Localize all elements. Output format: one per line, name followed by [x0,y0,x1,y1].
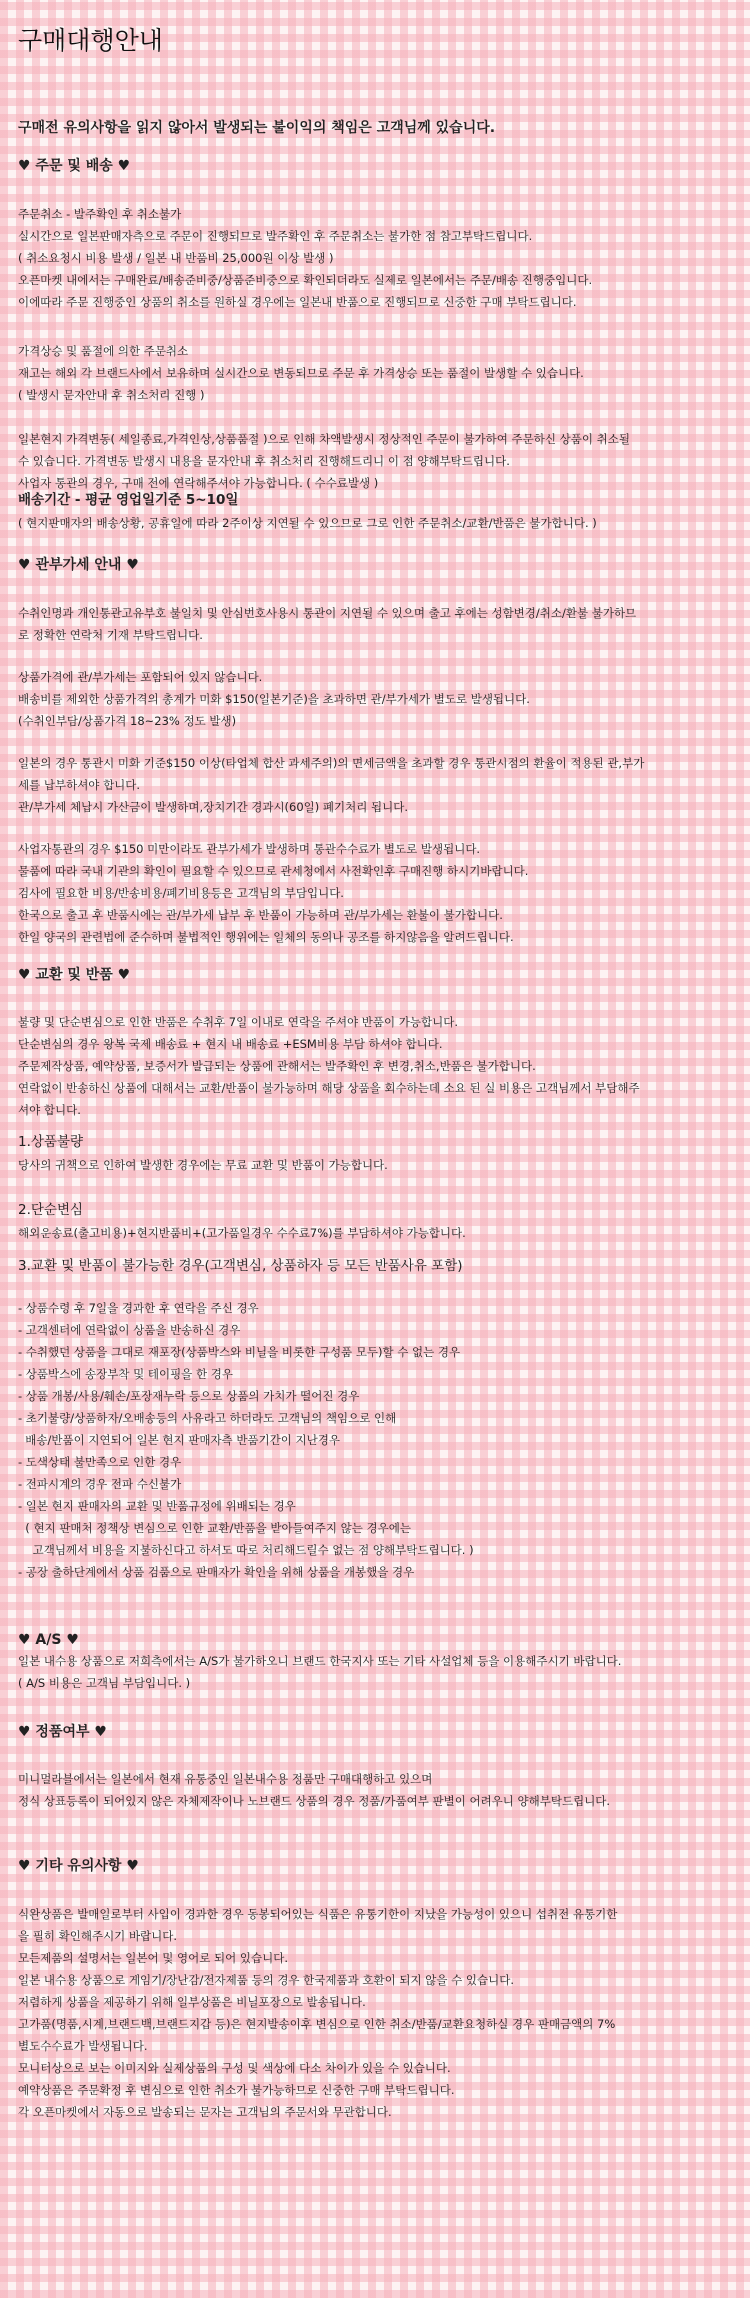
section-heading-as: ♥ A/S ♥ [18,1632,79,1648]
text-line: 모니터상으로 보는 이미지와 실제상품의 구성 및 색상에 다소 차이가 있을 수 있습니다. [18,2061,451,2075]
text-line: 주문취소 - 발주확인 후 취소불가 [18,207,182,221]
genuine-block [18,1768,740,1812]
section-heading-customs: ♥ 관부가세 안내 ♥ [18,557,139,573]
list-item: 배송/반품이 지연되어 일본 현지 판매자측 반품기간이 지난경우 [18,1433,340,1447]
text-line: 셔야 합니다. [18,1103,81,1117]
list-item: - 일본 현지 판매자의 교환 및 반품규정에 위배되는 경우 [18,1499,296,1513]
customs-block-3 [18,752,740,818]
list-item: 고객님께서 비용을 지불하신다고 하셔도 따로 처리해드릴수 없는 점 양해부탁드립니다. ) [18,1543,474,1557]
list-item: - 고객센터에 연락없이 상품을 반송하신 경우 [18,1323,241,1337]
defect-block [18,1130,740,1176]
list-item: - 상품박스에 송장부착 및 테이핑을 한 경우 [18,1367,233,1381]
list-item: - 상품수령 후 7일을 경과한 후 연락을 주신 경우 [18,1301,259,1315]
customs-block-4 [18,838,740,948]
list-item: - 도색상태 불만족으로 인한 경우 [18,1455,182,1469]
customs-block-2 [18,666,740,732]
delivery-period-note: ( 현지판매자의 배송상황, 공휴일에 따라 2주이상 지연될 수 있으므로 그로 인한 주문취소/교환/반품은 불가합니다. ) [18,516,597,530]
page-title: 구매대행안내 [18,26,163,55]
change-of-mind-text: 해외운송료(출고비용)+현지반품비+(고가품일경우 수수료7%)를 부담하셔야 가능합니다. [18,1226,466,1240]
text-line: 실시간으로 일본판매자측으로 주문이 진행되므로 발주확인 후 주문취소는 불가한 점 참고부탁드립니다. [18,229,533,243]
section-heading-exchange: ♥ 교환 및 반품 ♥ [18,967,131,983]
local-price-block [18,428,740,494]
section-heading-etc: ♥ 기타 유의사항 ♥ [18,1858,139,1874]
text-line: 불량 및 단순변심으로 인한 반품은 수취후 7일 이내로 연락을 주셔야 반품이 가능합니다. [18,1015,458,1029]
text-line: 일본의 경우 통관시 미화 기준$150 이상(타업체 합산 과세주의)의 면세금액을 초과할 경우 통관시점의 환율이 적용된 관,부가 [18,756,645,770]
text-line: ( 취소요청시 비용 발생 / 일본 내 반품비 25,000원 이상 발생 ) [18,251,334,265]
section-exchange [18,965,740,985]
no-return-list [18,1297,740,1583]
change-of-mind-block [18,1198,740,1244]
no-return-block [18,1254,740,1278]
defect-title: 1.상품불량 [18,1134,84,1150]
text-line: 배송비를 제외한 상품가격의 총계가 미화 $150(일본기준)을 초과하면 관/부가세가 별도로 발생됩니다. [18,692,530,706]
list-item: ( 현지 판매처 정책상 변심으로 인한 교환/반품을 받아들여주지 않는 경우에는 [18,1521,411,1535]
text-line: 사업자통관의 경우 $150 미만이라도 관부가세가 발생하며 통관수수료가 별도로 발생됩니다. [18,842,481,856]
intro-text: 구매전 유의사항을 읽지 않아서 발생되는 불이익의 책임은 고객님께 있습니다. [18,120,496,136]
text-line: 을 필히 확인해주시기 바랍니다. [18,1929,178,1943]
section-order-shipping [18,156,740,176]
section-heading-genuine: ♥ 정품여부 ♥ [18,1724,107,1740]
change-of-mind-title: 2.단순변심 [18,1202,84,1218]
section-as [18,1630,740,1694]
text-line: 정식 상표등록이 되어있지 않은 자체제작이나 노브랜드 상품의 경우 정품/가품여부 판별이 어려우니 양해부탁드립니다. [18,1794,611,1808]
delivery-period-block [18,488,740,534]
etc-block [18,1903,740,2123]
text-line: 재고는 해외 각 브랜드사에서 보유하며 실시간으로 변동되므로 주문 후 가격상승 또는 품절이 발생할 수 있습니다. [18,366,584,380]
text-line: 각 오픈마켓에서 자동으로 발송되는 문자는 고객님의 주문서와 무관합니다. [18,2105,392,2119]
text-line: 관/부가세 체납시 가산금이 발생하며,장치기간 경과시(60일) 폐기처리 됩니다. [18,800,408,814]
text-line: 상품가격에 관/부가세는 포함되어 있지 않습니다. [18,670,263,684]
text-line: 일본 내수용 상품으로 게임기/장난감/전자제품 등의 경우 한국제품과 호환이 되지 않을 수 있습니다. [18,1973,514,1987]
defect-text: 당사의 귀책으로 인하여 발생한 경우에는 무료 교환 및 반품이 가능합니다. [18,1158,388,1172]
text-line: 로 정확한 연락처 기재 부탁드립니다. [18,628,203,642]
text-line: 단순변심의 경우 왕복 국제 배송료 + 현지 내 배송료 +ESM비용 부담 하셔야 합니다. [18,1037,443,1051]
text-line: (수취인부담/상품가격 18~23% 정도 발생) [18,714,237,728]
text-line: 물품에 따라 국내 기관의 확인이 필요할 수 있으므로 관세청에서 사전확인후 구매진행 하시기바랍니다. [18,864,529,878]
text-line: 저렴하게 상품을 제공하기 위해 일부상품은 비닐포장으로 발송됩니다. [18,1995,366,2009]
text-line: 고가품(명품,시계,브랜드백,브랜드지갑 등)은 현지발송이후 변심으로 인한 취소/반품/교환요청하실 경우 판매금액의 7% [18,2017,616,2031]
text-line: 일본현지 가격변동( 세일종료,가격인상,상품품절 )으로 인해 차액발생시 정상적인 주문이 불가하여 주문하신 상품이 취소될 [18,432,630,446]
text-line: 수취인명과 개인통관고유부호 불일치 및 안심번호사용시 통관이 지연될 수 있으며 출고 후에는 성함변경/취소/환불 불가하므 [18,606,637,620]
text-line: 식완상품은 발매일로부터 사입이 경과한 경우 동봉되어있는 식품은 유통기한이 지났을 가능성이 있으니 섭취전 유통기한 [18,1907,618,1921]
section-customs [18,555,740,575]
section-etc [18,1856,740,1876]
customs-block-1 [18,602,740,646]
text-line: 한국으로 출고 후 반품시에는 관/부가세 납부 후 반품이 가능하며 관/부가세는 환불이 불가합니다. [18,908,503,922]
text-line: 오픈마켓 내에서는 구매완료/배송준비중/상품준비중으로 확인되더라도 실제로 일본에서는 주문/배송 진행중입니다. [18,273,593,287]
exchange-block-1 [18,1011,740,1121]
text-line: 한일 양국의 관련법에 준수하며 불법적인 행위에는 일체의 동의나 공조를 하지않음을 알려드립니다. [18,930,514,944]
text-line: 세를 납부하셔야 합니다. [18,778,141,792]
list-item: - 초기불량/상품하자/오배송등의 사유라고 하더라도 고객님의 책임으로 인해 [18,1411,397,1425]
intro-notice [18,84,740,138]
price-change-block [18,340,740,406]
text-line: ( A/S 비용은 고객님 부담입니다. ) [18,1676,191,1690]
list-item: - 공장 출하단계에서 상품 검품으로 판매자가 확인을 위해 상품을 개봉했을 경우 [18,1565,415,1579]
list-item: - 상품 개봉/사용/훼손/포장재누락 등으로 상품의 가치가 떨어진 경우 [18,1389,360,1403]
text-line: 주문제작상품, 예약상품, 보증서가 발급되는 상품에 관해서는 발주확인 후 변경,취소,반품은 불가합니다. [18,1059,536,1073]
list-item: - 수취했던 상품을 그대로 재포장(상품박스와 비닐을 비롯한 구성품 모두)할 수 없는 경우 [18,1345,461,1359]
text-line: 모든제품의 설명서는 일본어 및 영어로 되어 있습니다. [18,1951,288,1965]
section-genuine [18,1722,740,1742]
text-line: 예약상품은 주문확정 후 변심으로 인한 취소가 불가능하므로 신중한 구매 부탁드립니다. [18,2083,455,2097]
text-line: 수 있습니다. 가격변동 발생시 내용을 문자안내 후 취소처리 진행해드리니 이 점 양해부탁드립니다. [18,454,510,468]
text-line: 별도수수료가 발생됩니다. [18,2039,148,2053]
text-line: ( 발생시 문자안내 후 취소처리 진행 ) [18,388,205,402]
text-line: 이에따라 주문 진행중인 상품의 취소를 원하실 경우에는 일본내 반품으로 진행되므로 신중한 구매 부탁드립니다. [18,295,577,309]
section-heading-order-shipping: ♥ 주문 및 배송 ♥ [18,158,131,174]
text-line: 가격상승 및 품절에 의한 주문취소 [18,344,189,358]
list-item: - 전파시계의 경우 전파 수신불가 [18,1477,182,1491]
delivery-period-title: 배송기간 - 평균 영업일기준 5~10일 [18,492,239,508]
cancel-policy-block [18,203,740,313]
text-line: 연락없이 반송하신 상품에 대해서는 교환/반품이 불가능하며 해당 상품을 회수하는데 소요 된 실 비용은 고객님께서 부담해주 [18,1081,640,1095]
text-line: 검사에 필요한 비용/반송비용/폐기비용등은 고객님의 부담입니다. [18,886,344,900]
no-return-title: 3.교환 및 반품이 불가능한 경우(고객변심, 상품하자 등 모든 반품사유 포함) [18,1258,463,1274]
text-line: 일본 내수용 상품으로 저희측에서는 A/S가 불가하오니 브랜드 한국지사 또는 기타 사설업체 등을 이용해주시기 바랍니다. [18,1654,622,1668]
text-line: 사업자 통관의 경우, 구매 전에 연락해주셔야 가능합니다. ( 수수료발생 ) [18,476,379,490]
text-line: 미니멀라블에서는 일본에서 현재 유통중인 일본내수용 정품만 구매대행하고 있으며 [18,1772,433,1786]
